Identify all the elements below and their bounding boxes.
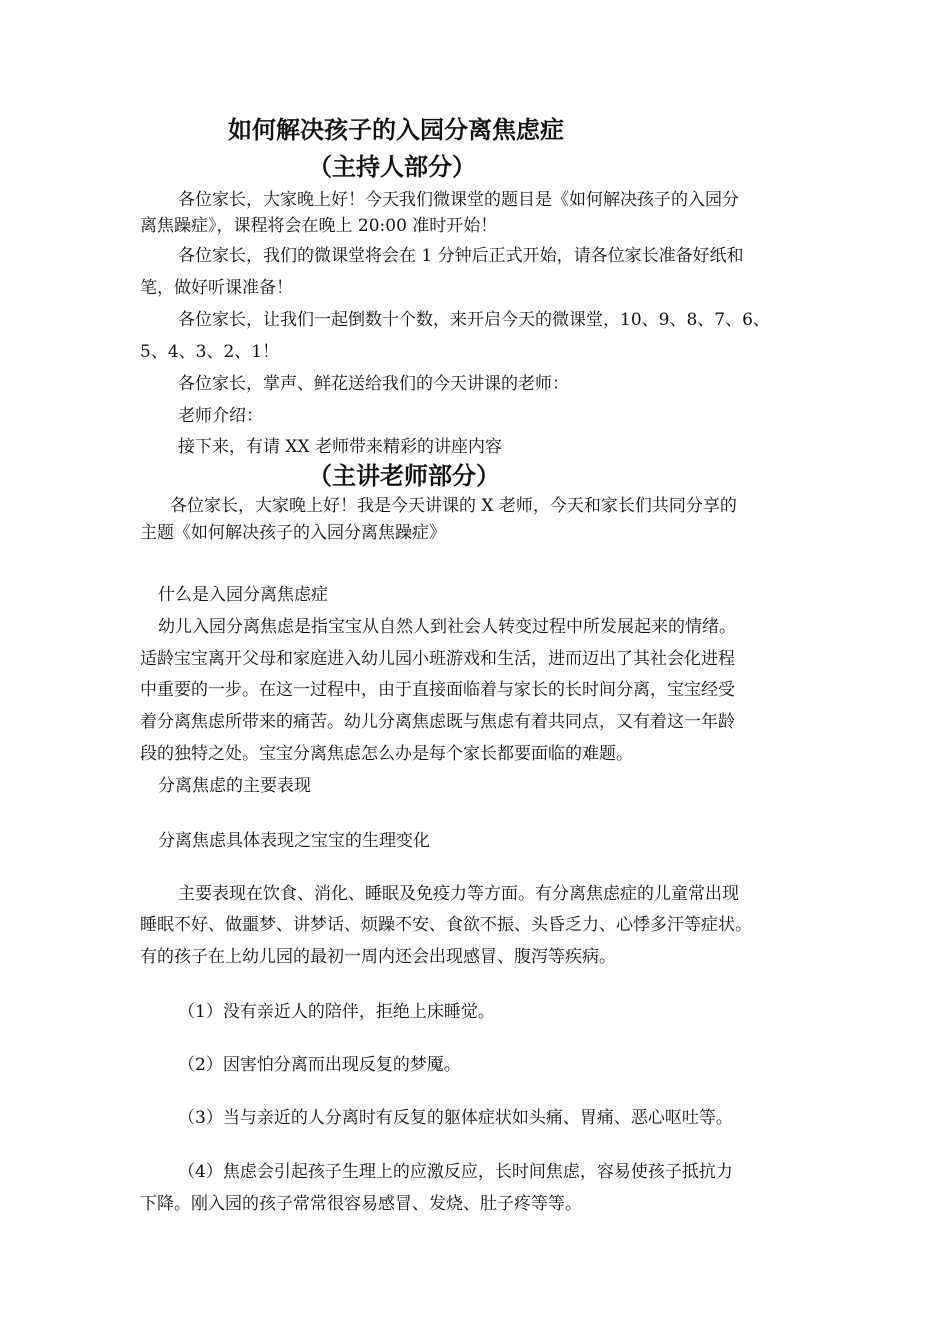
host-paragraph-3-line-1: 各位家长，让我们一起倒数十个数，来开启今天的微课堂，10、9、8、7、6、	[178, 310, 770, 330]
document-title: 如何解决孩子的入园分离焦虑症	[228, 115, 564, 144]
section-1-heading: 什么是入园分离焦虑症	[158, 585, 328, 605]
section-2-heading: 分离焦虑的主要表现	[158, 776, 311, 796]
list-item-4-line-1: （4）焦虑会引起孩子生理上的应激反应，长时间焦虑，容易使孩子抵抗力	[178, 1162, 733, 1182]
section-1-line-3: 中重要的一步。在这一过程中，由于直接面临着与家长的长时间分离，宝宝经受	[140, 680, 735, 700]
host-paragraph-2-line-2: 笔，做好听课准备！	[140, 278, 293, 298]
section-1-line-5: 段的独特之处。宝宝分离焦虑怎么办是每个家长都要面临的难题。	[140, 744, 633, 764]
teacher-intro-line-1: 各位家长，大家晚上好！我是今天讲课的 X 老师，今天和家长们共同分享的	[170, 496, 737, 516]
host-paragraph-2-line-1: 各位家长，我们的微课堂将会在 1 分钟后正式开始，请各位家长准备好纸和	[178, 246, 744, 266]
teacher-section-heading: （主讲老师部分）	[308, 461, 500, 490]
list-item-1: （1）没有亲近人的陪伴，拒绝上床睡觉。	[178, 1002, 495, 1022]
list-item-3: （3）当与亲近的人分离时有反复的躯体症状如头痛、胃痛、恶心呕吐等。	[178, 1108, 733, 1128]
host-paragraph-4: 各位家长，掌声、鲜花送给我们的今天讲课的老师：	[178, 374, 569, 394]
section-3-line-2: 睡眠不好、做噩梦、讲梦话、烦躁不安、食欲不振、头昏乏力、心悸多汗等症状。	[140, 915, 752, 935]
section-3-line-3: 有的孩子在上幼儿园的最初一周内还会出现感冒、腹泻等疾病。	[140, 947, 616, 967]
host-paragraph-1-line-1: 各位家长，大家晚上好！今天我们微课堂的题目是《如何解决孩子的入园分	[178, 190, 739, 210]
host-paragraph-1-line-2: 离焦躁症》，课程将会在晚上 20:00 准时开始！	[140, 216, 498, 236]
section-1-line-4: 着分离焦虑所带来的痛苦。幼儿分离焦虑既与焦虑有着共同点，又有着这一年龄	[140, 712, 735, 732]
teacher-intro-line-2: 主题《如何解决孩子的入园分离焦躁症》	[140, 523, 446, 543]
list-item-2: （2）因害怕分离而出现反复的梦魇。	[178, 1055, 461, 1075]
list-item-4-line-2: 下降。刚入园的孩子常常很容易感冒、发烧、肚子疼等等。	[140, 1194, 582, 1214]
section-1-line-2: 适龄宝宝离开父母和家庭进入幼儿园小班游戏和生活，进而迈出了其社会化进程	[140, 649, 735, 669]
section-3-line-1: 主要表现在饮食、消化、睡眠及免疫力等方面。有分离焦虑症的儿童常出现	[178, 884, 739, 904]
host-paragraph-6: 接下来，有请 XX 老师带来精彩的讲座内容	[178, 437, 503, 457]
section-1-line-1: 幼儿入园分离焦虑是指宝宝从自然人到社会人转变过程中所发展起来的情绪。	[158, 617, 736, 637]
host-paragraph-3-line-2: 5、4、3、2、1！	[140, 342, 280, 362]
host-paragraph-5: 老师介绍：	[178, 406, 263, 426]
section-3-heading: 分离焦虑具体表现之宝宝的生理变化	[158, 831, 430, 851]
host-section-heading: （主持人部分）	[308, 152, 476, 181]
